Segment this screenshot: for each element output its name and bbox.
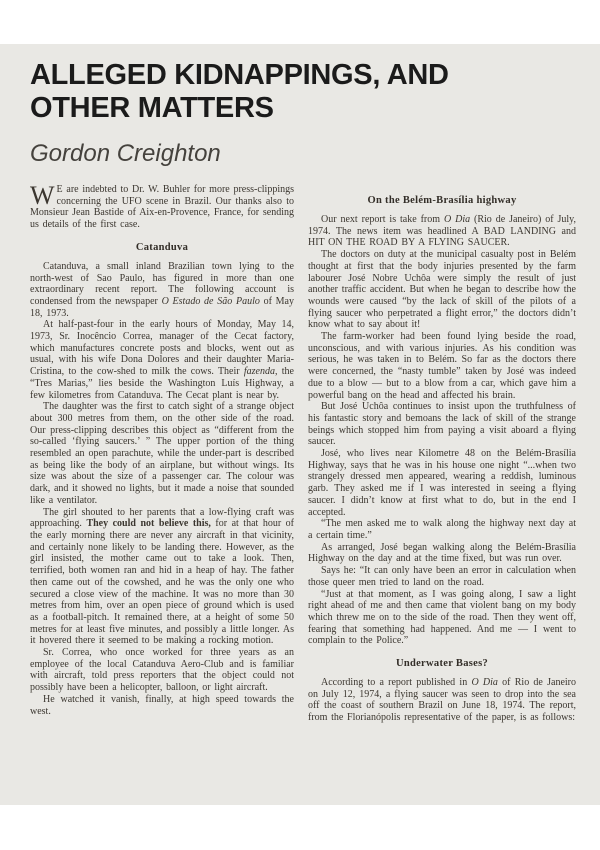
paragraph xyxy=(308,331,576,401)
paragraph xyxy=(30,647,294,694)
text-segment: “Just at that moment, as I was going along, I saw a light right ahead of me and then came that violent bang on my body which threw me on to the side of the road. Then they went off, fearing that something had happened. And me — I went to complain to the Police.” xyxy=(308,588,576,647)
text-segment: (Rio de Janeiro) of July, 1974. The news item was headlined A BAD LANDING and HIT ON THE ROAD BY A FLYING SAUCER. xyxy=(308,214,577,249)
text-segment: He watched it vanish, finally, at high speed towards the west. xyxy=(30,693,294,717)
text-segment: E are indebted to Dr. W. Buhler for more press-clippings concerning the UFO scene in Brazil. Our thanks also to Monsieur Jean Bastide of Aix-en-Provence, France, for sending us details of the first case. xyxy=(30,184,294,231)
paragraph xyxy=(30,507,294,647)
article-title-line2: OTHER MATTERS xyxy=(30,92,274,124)
text-segment: The daughter was the first to catch sight of a strange object about 300 metres from them, on the other side of the road. Our press-clipping describes this object as “different from the so-called ‘flying saucers.’ ” The upper portion of the thing resembled an open parachute, while the under-part is described as being like the body of an airplane, but without wings. Its size was about the size of a passenger car. The colour was dark, and it showed no lights, but it made a noise that sounded like a ventilator. xyxy=(30,401,294,506)
paragraph xyxy=(308,677,576,724)
paragraph xyxy=(308,542,576,565)
text-segment: of Rio de Janeiro on July 12, 1974, a flying saucer was seen to drop into the sea off the coast of southern Brazil on June 18, 1974. The report, from the Florianópolis representative of the paper, is as follows: xyxy=(308,677,576,724)
drop-cap: W xyxy=(30,181,55,210)
text-segment: Says he: “It can only have been an error in calculation when those queer men tried to land on the road. xyxy=(308,565,576,588)
article-title-line1: ALLEGED KIDNAPPINGS, AND xyxy=(30,59,449,91)
right-column xyxy=(308,184,576,724)
text-segment: O Dia xyxy=(471,677,498,689)
paragraph xyxy=(30,401,294,506)
text-segment: O Dia xyxy=(443,214,471,225)
paragraph xyxy=(30,694,294,717)
lead-paragraph xyxy=(30,181,294,231)
paragraph xyxy=(308,249,576,331)
text-segment: But José Uchôa continues to insist upon the truthfulness of his fantastic story and bemoans the lack of skill of the strange beings which stopped him from paying a visit aboard a flying saucer. xyxy=(308,401,576,448)
text-segment: O Estado de São Paulo xyxy=(161,295,260,307)
text-segment: As arranged, José began walking along the Belém-Brasília Highway on the day and at the time fixed, but was run over. xyxy=(308,541,576,565)
text-segment: “The men asked me to walk along the highway next day at a certain time.” xyxy=(308,518,576,541)
byline: Gordon Creighton xyxy=(30,140,221,167)
left-column xyxy=(30,181,294,724)
paragraph xyxy=(30,261,294,320)
text-segment: José, who lives near Kilometre 48 on the Belém-Brasília Highway, says that he was in his house one night “...when two strangely dressed men appeared, wearing a reddish, luminous garb. They asked me if I was interested in seeing a flying saucer. I didn’t know at first what to do, but in the end I accepted. xyxy=(308,448,576,518)
article-title xyxy=(30,59,578,125)
text-segment: , the “Tres Marias,” lies beside the Washington Luís Highway, a few kilometres from Catanduva. The Cecat plant is near by. xyxy=(30,366,294,401)
section-heading: Catanduva xyxy=(135,241,189,253)
paragraph xyxy=(308,589,576,648)
paragraph xyxy=(308,214,576,249)
paragraph xyxy=(308,448,576,518)
text-segment: The farm-worker had been found lying beside the road, unconscious, and with various injuries. As his condition was serious, he was taken in to Belém. So far as the doctors there were concerned, the “nasty tumble” taken by José was indeed due to a blow — but to a blow from a car, which gave him a powerful bang on the head and affected his brain. xyxy=(308,331,576,401)
text-segment: The doctors on duty at the municipal casualty post in Belém thought at first that the body injuries presented by the farm labourer José Nobre Uchôa were simply the result of just another traffic accident. But when he began to describe how the wounds were caused “by the lack of skill of the pilots of a flying saucer who perpetrated a flight error,” the doctors didn’t know what to say about it! xyxy=(308,249,576,331)
text-segment: According to a report published in xyxy=(321,677,472,689)
paragraph xyxy=(308,518,576,541)
text-segment: fazenda xyxy=(243,366,275,378)
section-heading: Underwater Bases? xyxy=(395,658,489,670)
paragraph xyxy=(308,401,576,448)
magazine-page-scan xyxy=(0,44,600,805)
text-segment: At half-past-four in the early hours of Monday, May 14, 1973, Sr. Inocêncio Correa, manager of the Cecat factory, which manufactures concrete posts and blocks, went out as usual, with his wife Dona Dolores and their daughter Maria-Cristina, to the cow-shed to milk the cows. Their xyxy=(30,319,294,378)
paragraph xyxy=(308,565,576,588)
article-body xyxy=(30,181,578,724)
text-segment: for at that hour of the early morning there are never any aircraft in that vicinity, and certainly none likely to be landing there. However, as the girl insisted, the mother came out to take a look. Then, terrified, both women ran and hid in a heap of hay. The father then came out of the cowshed, and he was the only one who secured a close view of the machine. It was no more than 30 metres from him, over an open piece of ground which is used as a football-pitch. It remained there, at a height of some 50 metres for at least five minutes, and possibly a little longer. As it hovered there it seemed to be making a rocking motion. xyxy=(30,518,294,647)
text-segment: Catanduva, a small inland Brazilian town lying to the north-west of Sao Paulo, has figured in more than one extraordinary recent report. The following account is condensed from the newspaper xyxy=(30,260,294,307)
section-heading: On the Belém-Brasília highway xyxy=(367,195,517,206)
text-segment: Our next report is take from xyxy=(321,214,444,225)
paragraph xyxy=(30,319,294,401)
text-segment: They could not believe this, xyxy=(86,518,211,530)
text-segment: of May 18, 1973. xyxy=(30,295,294,319)
text-segment: Sr. Correa, who once worked for three years as an employee of the local Catanduva Aero-Club and is familiar with aircraft, told press reporters that the object could not possibly have been a helicopter, balloon, or light aircraft. xyxy=(30,647,294,694)
text-segment: The girl shouted to her parents that a low-flying craft was approaching. xyxy=(30,506,294,530)
